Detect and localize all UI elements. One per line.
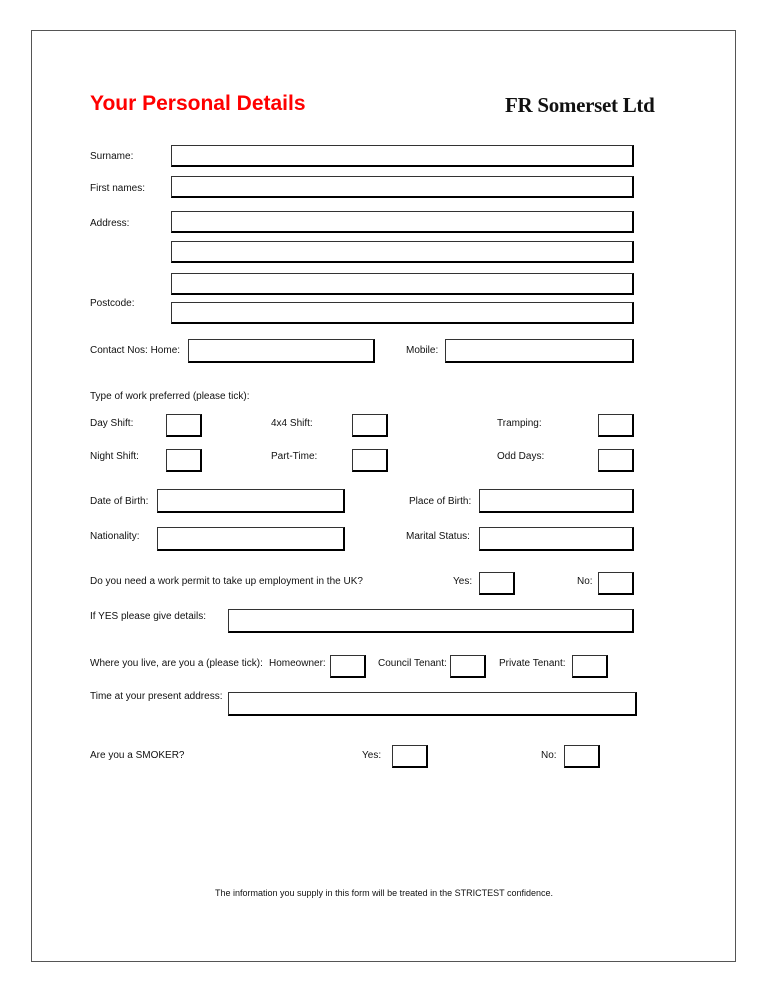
permit-yes-label: Yes: (453, 576, 473, 587)
pob-field[interactable] (479, 489, 634, 513)
pob-label: Place of Birth: (409, 496, 472, 507)
day-shift-checkbox[interactable] (166, 414, 202, 437)
time-at-address-label: Time at your present address: (90, 691, 223, 702)
night-shift-label: Night Shift: (90, 451, 139, 462)
odd-days-checkbox[interactable] (598, 449, 634, 472)
postcode-label: Postcode: (90, 298, 135, 309)
work-type-heading: Type of work preferred (please tick): (90, 391, 250, 402)
council-tenant-label: Council Tenant: (378, 658, 447, 669)
4x4-shift-label: 4x4 Shift: (271, 418, 313, 429)
first-names-field[interactable] (171, 176, 634, 198)
contact-home-label: Contact Nos: Home: (90, 345, 181, 356)
homeowner-label: Homeowner: (269, 658, 326, 669)
page-title: Your Personal Details (90, 92, 306, 115)
address-line-2-field[interactable] (171, 241, 634, 263)
smoker-no-label: No: (541, 750, 557, 761)
confidentiality-footer: The information you supply in this form will be treated in the STRICTEST confidence. (215, 888, 553, 898)
home-phone-field[interactable] (188, 339, 375, 363)
marital-status-field[interactable] (479, 527, 634, 551)
smoker-no-checkbox[interactable] (564, 745, 600, 768)
company-logo-text: FR Somerset Ltd (505, 93, 655, 117)
dob-label: Date of Birth: (90, 496, 149, 507)
nationality-field[interactable] (157, 527, 345, 551)
postcode-field[interactable] (171, 302, 634, 324)
surname-label: Surname: (90, 151, 134, 162)
council-tenant-checkbox[interactable] (450, 655, 486, 678)
residence-question: Where you live, are you a (please tick): (90, 658, 263, 669)
first-names-label: First names: (90, 183, 146, 194)
time-at-address-field[interactable] (228, 692, 637, 716)
nationality-label: Nationality: (90, 531, 140, 542)
night-shift-checkbox[interactable] (166, 449, 202, 472)
address-label: Address: (90, 218, 130, 229)
smoker-question: Are you a SMOKER? (90, 750, 185, 761)
permit-no-label: No: (577, 576, 593, 587)
private-tenant-label: Private Tenant: (499, 658, 566, 669)
permit-no-checkbox[interactable] (598, 572, 634, 595)
homeowner-checkbox[interactable] (330, 655, 366, 678)
4x4-shift-checkbox[interactable] (352, 414, 388, 437)
private-tenant-checkbox[interactable] (572, 655, 608, 678)
marital-status-label: Marital Status: (406, 531, 470, 542)
work-permit-question: Do you need a work permit to take up employment in the UK? (90, 576, 363, 587)
odd-days-label: Odd Days: (497, 451, 545, 462)
day-shift-label: Day Shift: (90, 418, 134, 429)
smoker-yes-label: Yes: (362, 750, 382, 761)
tramping-checkbox[interactable] (598, 414, 634, 437)
mobile-label: Mobile: (406, 345, 439, 356)
smoker-yes-checkbox[interactable] (392, 745, 428, 768)
address-line-3-field[interactable] (171, 273, 634, 295)
surname-field[interactable] (171, 145, 634, 167)
mobile-phone-field[interactable] (445, 339, 634, 363)
permit-details-field[interactable] (228, 609, 634, 633)
part-time-checkbox[interactable] (352, 449, 388, 472)
part-time-label: Part-Time: (271, 451, 318, 462)
dob-field[interactable] (157, 489, 345, 513)
address-line-1-field[interactable] (171, 211, 634, 233)
permit-details-label: If YES please give details: (90, 611, 206, 622)
tramping-label: Tramping: (497, 418, 542, 429)
permit-yes-checkbox[interactable] (479, 572, 515, 595)
